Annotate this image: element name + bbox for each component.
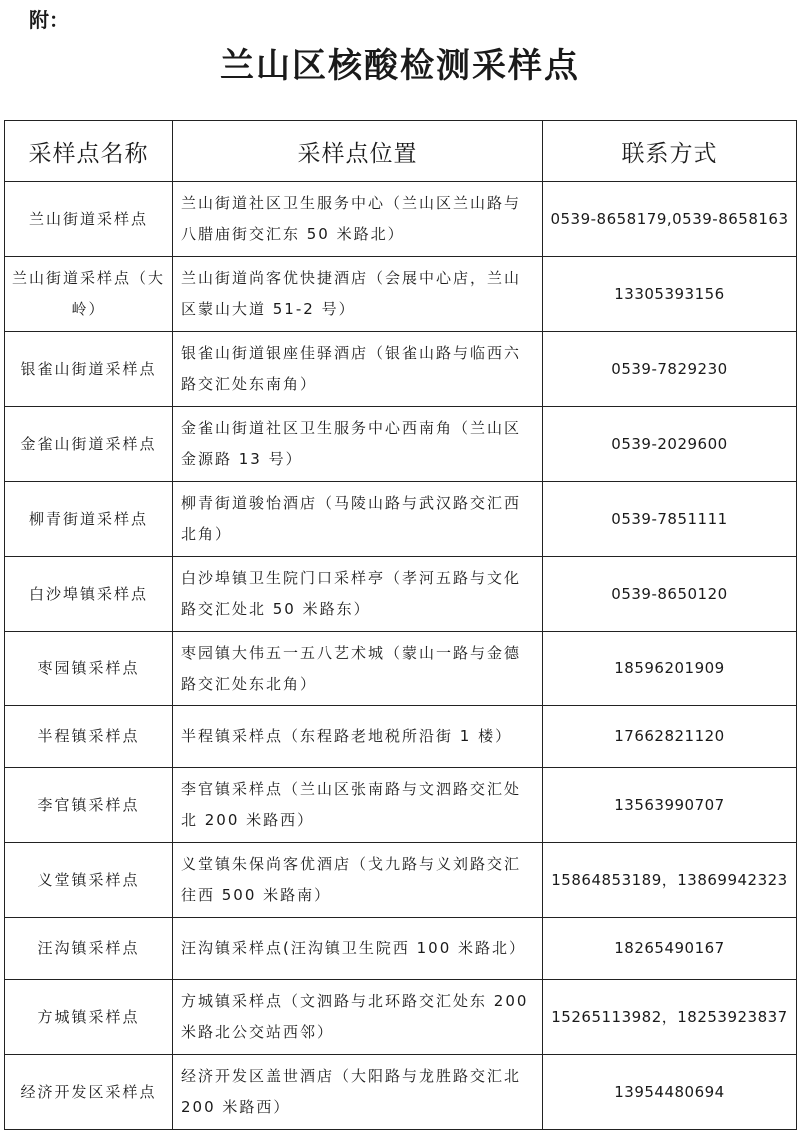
table-row: [5, 918, 797, 980]
cell-contact: 13954480694: [543, 1055, 797, 1130]
table-row: [5, 482, 797, 557]
table-row: [5, 632, 797, 706]
cell-location: 兰山街道尚客优快捷酒店（会展中心店，兰山区蒙山大道 51-2 号）: [173, 257, 543, 332]
cell-contact: 15864853189，13869942323: [543, 843, 797, 918]
cell-contact: 0539-7829230: [543, 332, 797, 407]
annex-label: 附：: [29, 8, 69, 32]
cell-name: 义堂镇采样点: [5, 843, 173, 918]
header-contact: 联系方式: [543, 121, 797, 182]
cell-contact: 13563990707: [543, 768, 797, 843]
cell-name: 半程镇采样点: [5, 706, 173, 768]
table-row: [5, 843, 797, 918]
cell-location: 半程镇采样点（东程路老地税所沿街 1 楼）: [173, 706, 543, 768]
cell-name: 兰山街道采样点（大岭）: [5, 257, 173, 332]
table-row: [5, 706, 797, 768]
table-row: [5, 332, 797, 407]
cell-name: 汪沟镇采样点: [5, 918, 173, 980]
cell-location: 银雀山街道银座佳驿酒店（银雀山路与临西六路交汇处东南角）: [173, 332, 543, 407]
cell-contact: 0539-8658179,0539-8658163: [543, 182, 797, 257]
cell-contact: 18265490167: [543, 918, 797, 980]
table-row: [5, 557, 797, 632]
cell-contact: 0539-2029600: [543, 407, 797, 482]
table-row: [5, 257, 797, 332]
cell-name: 枣园镇采样点: [5, 632, 173, 706]
cell-name: 方城镇采样点: [5, 980, 173, 1055]
cell-location: 金雀山街道社区卫生服务中心西南角（兰山区金源路 13 号）: [173, 407, 543, 482]
cell-name: 白沙埠镇采样点: [5, 557, 173, 632]
cell-location: 方城镇采样点（文泗路与北环路交汇处东 200 米路北公交站西邻）: [173, 980, 543, 1055]
cell-name: 经济开发区采样点: [5, 1055, 173, 1130]
cell-contact: 17662821120: [543, 706, 797, 768]
cell-location: 义堂镇朱保尚客优酒店（戈九路与义刘路交汇往西 500 米路南）: [173, 843, 543, 918]
cell-name: 李官镇采样点: [5, 768, 173, 843]
cell-contact: 18596201909: [543, 632, 797, 706]
cell-name: 银雀山街道采样点: [5, 332, 173, 407]
cell-contact: 0539-7851111: [543, 482, 797, 557]
cell-contact: 13305393156: [543, 257, 797, 332]
header-location: 采样点位置: [173, 121, 543, 182]
cell-name: 兰山街道采样点: [5, 182, 173, 257]
cell-location: 枣园镇大伟五一五八艺术城（蒙山一路与金德路交汇处东北角）: [173, 632, 543, 706]
cell-name: 金雀山街道采样点: [5, 407, 173, 482]
cell-name: 柳青街道采样点: [5, 482, 173, 557]
table-row: [5, 768, 797, 843]
table-row: [5, 407, 797, 482]
cell-location: 李官镇采样点（兰山区张南路与文泗路交汇处北 200 米路西）: [173, 768, 543, 843]
cell-contact: 0539-8650120: [543, 557, 797, 632]
cell-contact: 15265113982，18253923837: [543, 980, 797, 1055]
table-header-row: [5, 121, 797, 182]
cell-location: 兰山街道社区卫生服务中心（兰山区兰山路与八腊庙街交汇东 50 米路北）: [173, 182, 543, 257]
cell-location: 柳青街道骏怡酒店（马陵山路与武汉路交汇西北角）: [173, 482, 543, 557]
table-row: [5, 1055, 797, 1130]
page-title: 兰山区核酸检测采样点: [220, 46, 580, 86]
header-name: 采样点名称: [5, 121, 173, 182]
sampling-points-table: [4, 120, 797, 1130]
cell-location: 汪沟镇采样点(汪沟镇卫生院西 100 米路北）: [173, 918, 543, 980]
table-row: [5, 182, 797, 257]
table-row: [5, 980, 797, 1055]
cell-location: 白沙埠镇卫生院门口采样亭（孝河五路与文化路交汇处北 50 米路东）: [173, 557, 543, 632]
cell-location: 经济开发区盖世酒店（大阳路与龙胜路交汇北 200 米路西）: [173, 1055, 543, 1130]
